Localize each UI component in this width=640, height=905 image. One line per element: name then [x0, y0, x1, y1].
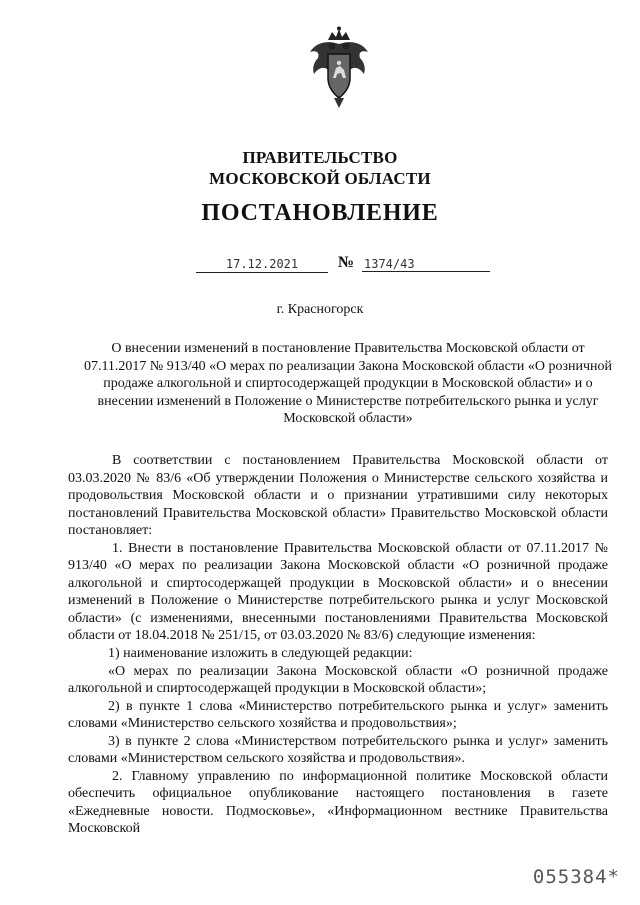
coat-of-arms-emblem	[306, 26, 372, 110]
city: г. Красногорск	[276, 302, 364, 317]
paragraph-subitem-1: 1) наименование изложить в следующей редакции:	[108, 646, 413, 662]
document-subject: О внесении изменений в постановление Правительства Московской области от 07.11.2017 № 913/40 «О мерах по реализации Закона Московской области «О розничной продаже алкогольной и спиртосодержащей продукции в Московской области» и о внесении изменений в Положение о Министерстве потребительского рынка и услуг Московской области»	[83, 341, 613, 427]
document-number: 1374/43	[362, 256, 490, 272]
government-title-line1: ПРАВИТЕЛЬСТВО	[242, 148, 398, 167]
paragraph-subitem-3: 3) в пункте 2 слова «Министерством потребительского рынка и услуг» заменить словами «Министерством сельского хозяйства и продовольствия».	[68, 733, 608, 767]
government-title-line2: МОСКОВСКОЙ ОБЛАСТИ	[209, 169, 431, 188]
paragraph-item-2: 2. Главному управлению по информационной политике Московской области обеспечить официальное опубликование настоящего постановления в газете «Ежедневные новости. Подмосковье», «Информационном вестнике Правительства Московской	[68, 768, 608, 837]
document-date: 17.12.2021	[196, 256, 328, 273]
government-title	[0, 147, 640, 189]
number-sign: №	[338, 254, 355, 271]
paragraph-item-1: 1. Внести в постановление Правительства Московской области от 07.11.2017 № 913/40 «О мерах по реализации Закона Московской области «О розничной продаже алкогольной и спиртосодержащей продукции в Московской области» и о внесении изменений в Положение о Министерстве потребительского рынка и услуг Московской области» (с изменениями, внесенными постановлениями Правительства Московской области от 18.04.2018 № 251/15, от 03.03.2020 № 83/6) следующие изменения:	[68, 540, 608, 644]
document-body	[68, 452, 608, 838]
paragraph-subitem-2: 2) в пункте 1 слова «Министерство потребительского рынка и услуг» заменить словами «Министерство сельского хозяйства и продовольствия»;	[68, 698, 608, 732]
document-type: ПОСТАНОВЛЕНИЕ	[201, 200, 439, 226]
paragraph-preamble: В соответствии с постановлением Правительства Московской области от 03.03.2020 № 83/6 «Об утверждении Положения о Министерстве сельского хозяйства и продовольствия Московской области и о признании утратившими силу некоторых постановлений Правительства Московской области» Правительство Московской области постановляет:	[68, 453, 608, 539]
paragraph-quote: «О мерах по реализации Закона Московской области «О розничной продаже алкогольной и спиртосодержащей продукции в Московской области»;	[68, 663, 608, 697]
page-code: 055384*	[532, 866, 620, 888]
